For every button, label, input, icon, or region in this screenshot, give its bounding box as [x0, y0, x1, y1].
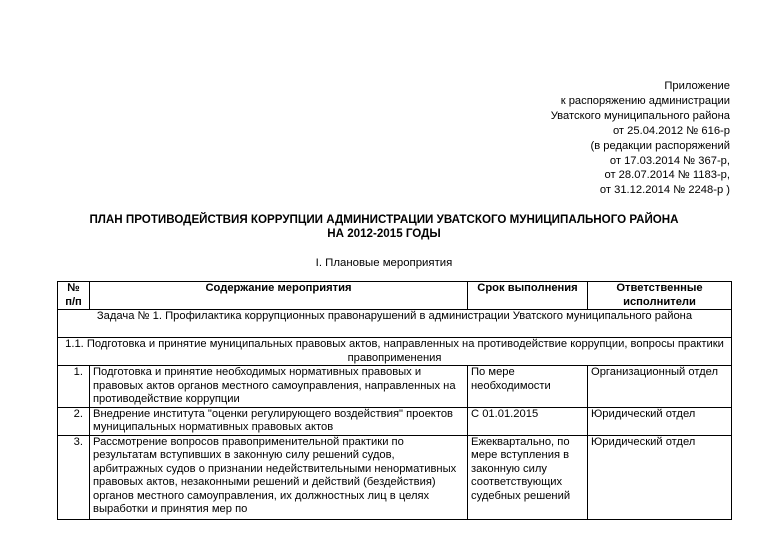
row-responsible: Организационный отдел [588, 366, 732, 408]
document-title [0, 213, 768, 241]
table-row [58, 435, 732, 519]
row-num: 1. [58, 366, 90, 408]
header-content: Содержание мероприятия [90, 282, 468, 310]
appendix-line: от 28.07.2014 № 1183-р, [604, 169, 730, 182]
table-header-row [58, 282, 732, 310]
header-deadline: Срок выполнения [468, 282, 588, 310]
subtask-heading: 1.1. Подготовка и принятие муниципальных правовых актов, направленных на противодействие коррупции, вопросы практики правоприменения [58, 338, 732, 366]
document-title-line-2: НА 2012-2015 ГОДЫ [327, 227, 441, 240]
row-deadline: С 01.01.2015 [468, 407, 588, 435]
appendix-line: от 31.12.2014 № 2248-р ) [599, 184, 730, 197]
appendix-block [470, 79, 730, 198]
table-row [58, 407, 732, 435]
appendix-line: от 17.03.2014 № 367-р, [609, 154, 730, 167]
row-content: Рассмотрение вопросов правоприменительной практики по результатам вступивших в законную силу решений судов, арбитражных судов о признании недействительными ненормативных правовых актов, незаконными решений и действий (бездействия) органов местного самоуправления, их должностных лиц в целях выработки и принятия мер по [90, 435, 468, 519]
section-heading: I. Плановые мероприятия [315, 257, 453, 269]
row-deadline: Ежеквартально, по мере вступления в законную силу соответствующих судебных решений [468, 435, 588, 519]
subtask-row [58, 338, 732, 366]
appendix-line: (в редакции распоряжений [590, 139, 730, 152]
task-row [58, 310, 732, 338]
appendix-line: к распоряжению администрации [560, 94, 730, 107]
appendix-line: Приложение [664, 80, 730, 92]
row-responsible: Юридический отдел [588, 407, 732, 435]
header-num: № п/п [58, 282, 90, 310]
appendix-line: от 25.04.2012 № 616-р [612, 124, 730, 137]
header-responsible: Ответственные исполнители [588, 282, 732, 310]
row-content: Подготовка и принятие необходимых нормативных правовых и правовых актов органов местного самоуправления, направленных на противодействие коррупции [90, 366, 468, 408]
table-row [58, 366, 732, 408]
row-num: 3. [58, 435, 90, 519]
row-content: Внедрение института "оценки регулирующего воздействия" проектов муниципальных нормативных правовых актов [90, 407, 468, 435]
row-deadline: По мере необходимости [468, 366, 588, 408]
row-responsible: Юридический отдел [588, 435, 732, 519]
task-heading: Задача № 1. Профилактика коррупционных правонарушений в администрации Уватского муниципального района [58, 310, 732, 338]
document-title-line-1: ПЛАН ПРОТИВОДЕЙСТВИЯ КОРРУПЦИИ АДМИНИСТРАЦИИ УВАТСКОГО МУНИЦИПАЛЬНОГО РАЙОНА [89, 213, 679, 226]
row-num: 2. [58, 407, 90, 435]
plan-table [57, 281, 732, 520]
appendix-line: Уватского муниципального района [550, 109, 730, 122]
